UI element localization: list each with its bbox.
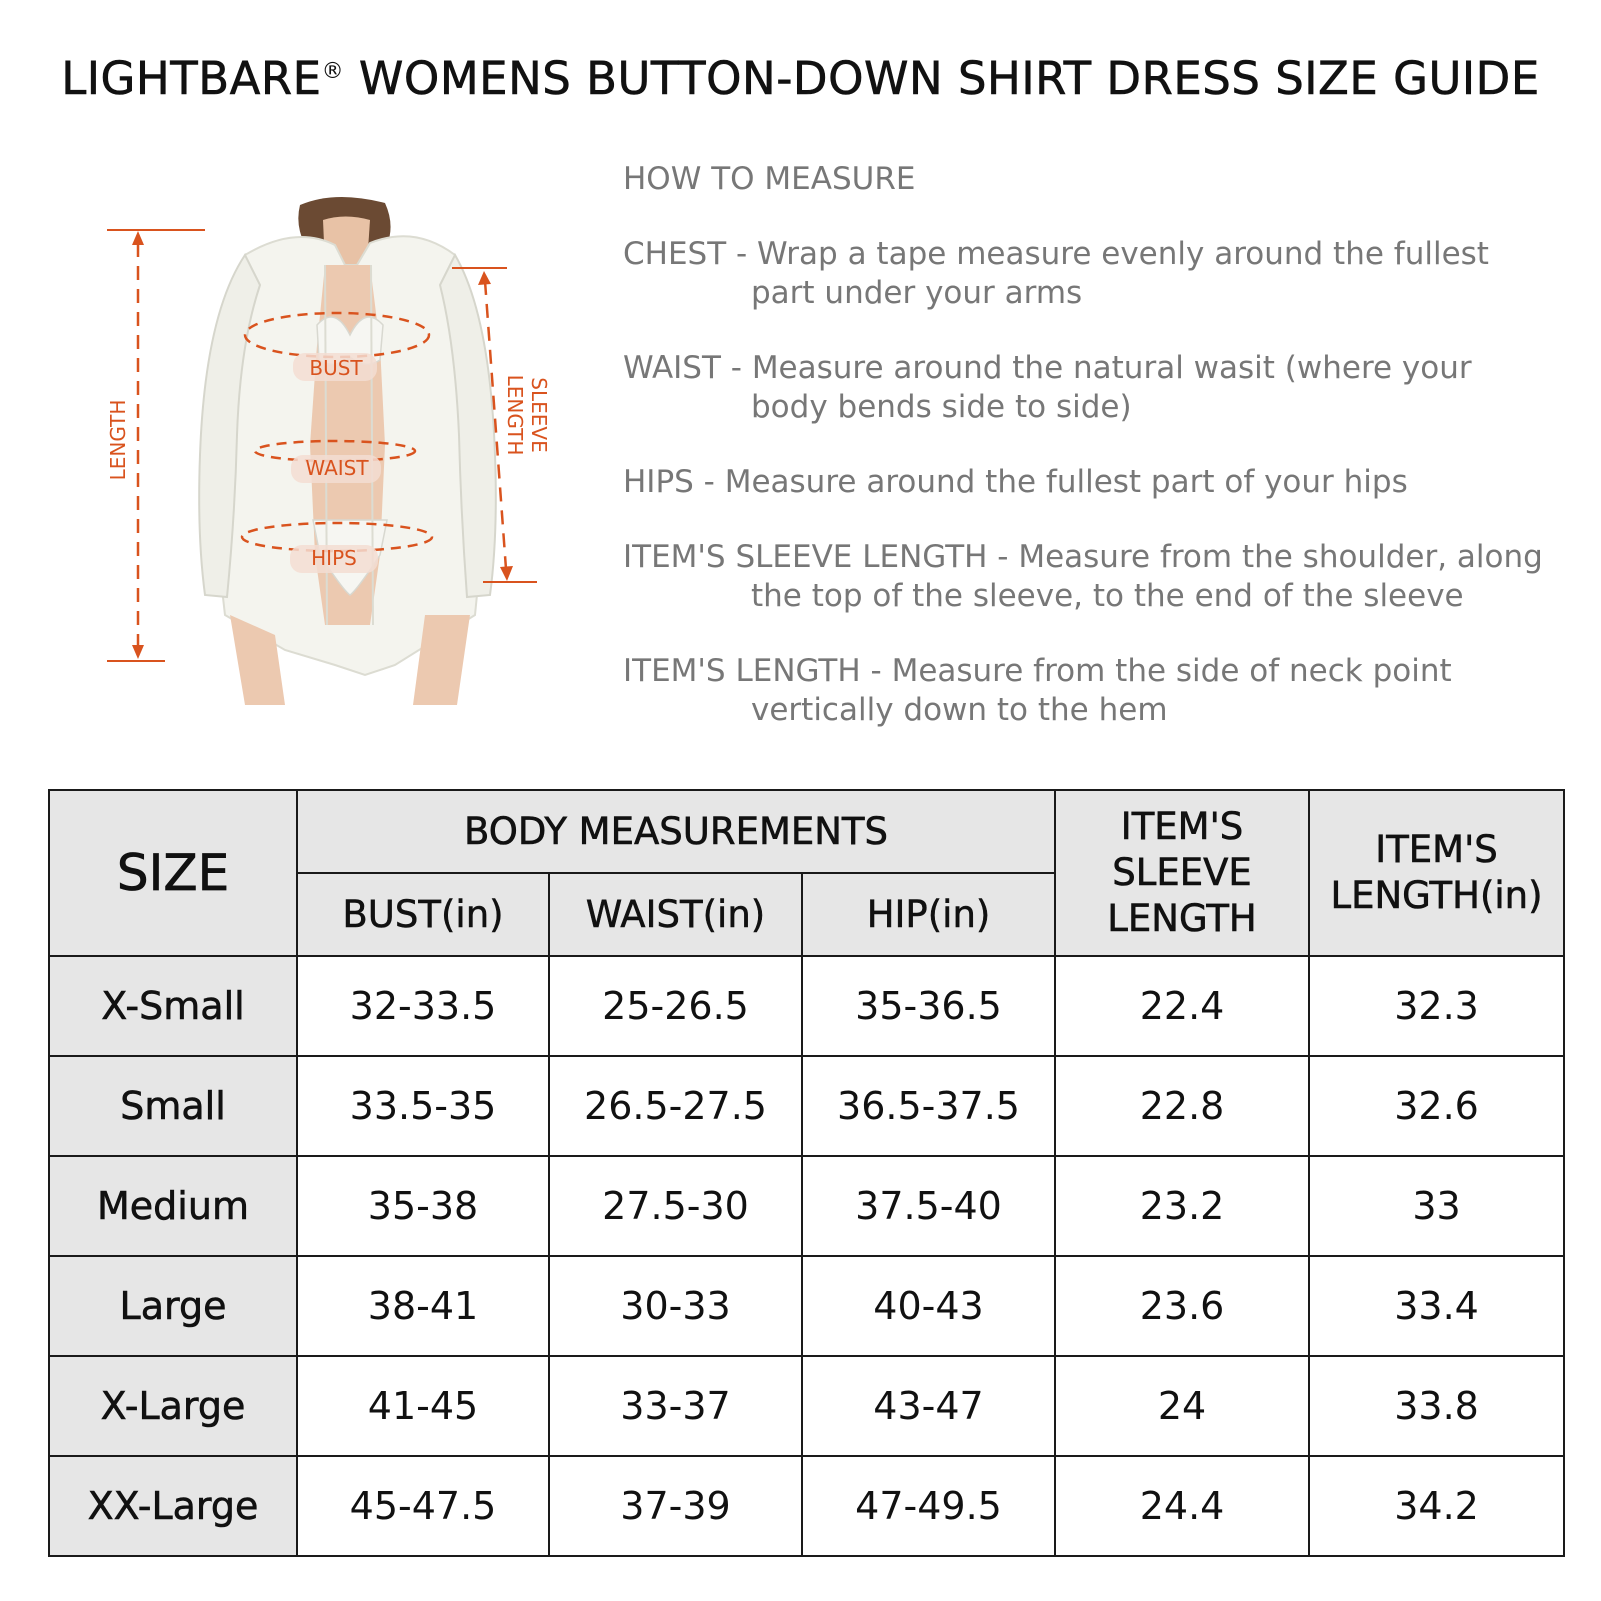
- sleeve-cell: 22.8: [1055, 1056, 1309, 1156]
- size-cell: X-Large: [49, 1356, 297, 1456]
- how-to-measure-heading: HOW TO MEASURE: [623, 161, 916, 197]
- bust-cell: 32-33.5: [297, 956, 549, 1056]
- waist-cell: 25-26.5: [549, 956, 802, 1056]
- title-rest: WOMENS BUTTON-DOWN SHIRT DRESS SIZE GUIDE: [344, 52, 1540, 105]
- bust-cell: 38-41: [297, 1256, 549, 1356]
- how-to-measure: [623, 160, 1563, 766]
- size-cell: Small: [49, 1056, 297, 1156]
- size-cell: Medium: [49, 1156, 297, 1256]
- bust-label: BUST: [309, 356, 363, 380]
- table-row: [49, 1056, 1564, 1156]
- hip-cell: 35-36.5: [802, 956, 1055, 1056]
- measure-item-hips: HIPS - Measure around the fullest part of your hips: [623, 464, 1408, 500]
- bust-cell: 45-47.5: [297, 1456, 549, 1556]
- table-row: [49, 1256, 1564, 1356]
- sleeve-cell: 24.4: [1055, 1456, 1309, 1556]
- sleeve-cell: 23.2: [1055, 1156, 1309, 1256]
- length-label: LENGTH: [106, 399, 130, 481]
- measurement-figure: [95, 195, 600, 725]
- waist-header: WAIST(in): [549, 873, 802, 956]
- item-length-header: ITEM'S LENGTH(in): [1309, 790, 1564, 956]
- length-cell: 32.3: [1309, 956, 1564, 1056]
- hip-cell: 37.5-40: [802, 1156, 1055, 1256]
- length-cell: 32.6: [1309, 1056, 1564, 1156]
- table-row: [49, 1156, 1564, 1256]
- sleeve-length-header: ITEM'S SLEEVE LENGTH: [1055, 790, 1309, 956]
- bust-cell: 41-45: [297, 1356, 549, 1456]
- table-row: [49, 956, 1564, 1056]
- size-chart-table: [48, 789, 1565, 1557]
- sleeve-cell: 23.6: [1055, 1256, 1309, 1356]
- hip-cell: 36.5-37.5: [802, 1056, 1055, 1156]
- brand-name: LIGHTBARE: [61, 52, 322, 105]
- waist-cell: 33-37: [549, 1356, 802, 1456]
- body-measurements-header: BODY MEASUREMENTS: [297, 790, 1055, 873]
- waist-cell: 37-39: [549, 1456, 802, 1556]
- size-cell: X-Small: [49, 956, 297, 1056]
- hip-header: HIP(in): [802, 873, 1055, 956]
- waist-cell: 30-33: [549, 1256, 802, 1356]
- sleeve-cell: 24: [1055, 1356, 1309, 1456]
- measure-item-length: ITEM'S LENGTH - Measure from the side of neck point vertically down to the hem: [623, 653, 1452, 728]
- hip-cell: 43-47: [802, 1356, 1055, 1456]
- sleeve-label-line1: SLEEVE: [527, 377, 551, 453]
- registered-mark: ®: [321, 59, 345, 84]
- hip-cell: 47-49.5: [802, 1456, 1055, 1556]
- hips-label: HIPS: [311, 546, 357, 570]
- sleeve-cell: 22.4: [1055, 956, 1309, 1056]
- length-cell: 33: [1309, 1156, 1564, 1256]
- measure-item-sleeve: ITEM'S SLEEVE LENGTH - Measure from the shoulder, along the top of the sleeve, to the end of the sleeve: [623, 539, 1543, 614]
- size-cell: XX-Large: [49, 1456, 297, 1556]
- bust-cell: 35-38: [297, 1156, 549, 1256]
- waist-cell: 26.5-27.5: [549, 1056, 802, 1156]
- table-row: [49, 1456, 1564, 1556]
- measure-item-waist: WAIST - Measure around the natural wasit (where your body bends side to side): [623, 350, 1472, 425]
- sleeve-label-line2: LENGTH: [503, 374, 527, 456]
- length-cell: 34.2: [1309, 1456, 1564, 1556]
- waist-cell: 27.5-30: [549, 1156, 802, 1256]
- bust-header: BUST(in): [297, 873, 549, 956]
- length-cell: 33.4: [1309, 1256, 1564, 1356]
- page-title: [0, 52, 1601, 105]
- size-cell: Large: [49, 1256, 297, 1356]
- measure-item-chest: CHEST - Wrap a tape measure evenly around the fullest part under your arms: [623, 236, 1489, 311]
- hip-cell: 40-43: [802, 1256, 1055, 1356]
- size-header: SIZE: [49, 790, 297, 956]
- table-row: [49, 1356, 1564, 1456]
- waist-label: WAIST: [305, 456, 369, 480]
- length-cell: 33.8: [1309, 1356, 1564, 1456]
- bust-cell: 33.5-35: [297, 1056, 549, 1156]
